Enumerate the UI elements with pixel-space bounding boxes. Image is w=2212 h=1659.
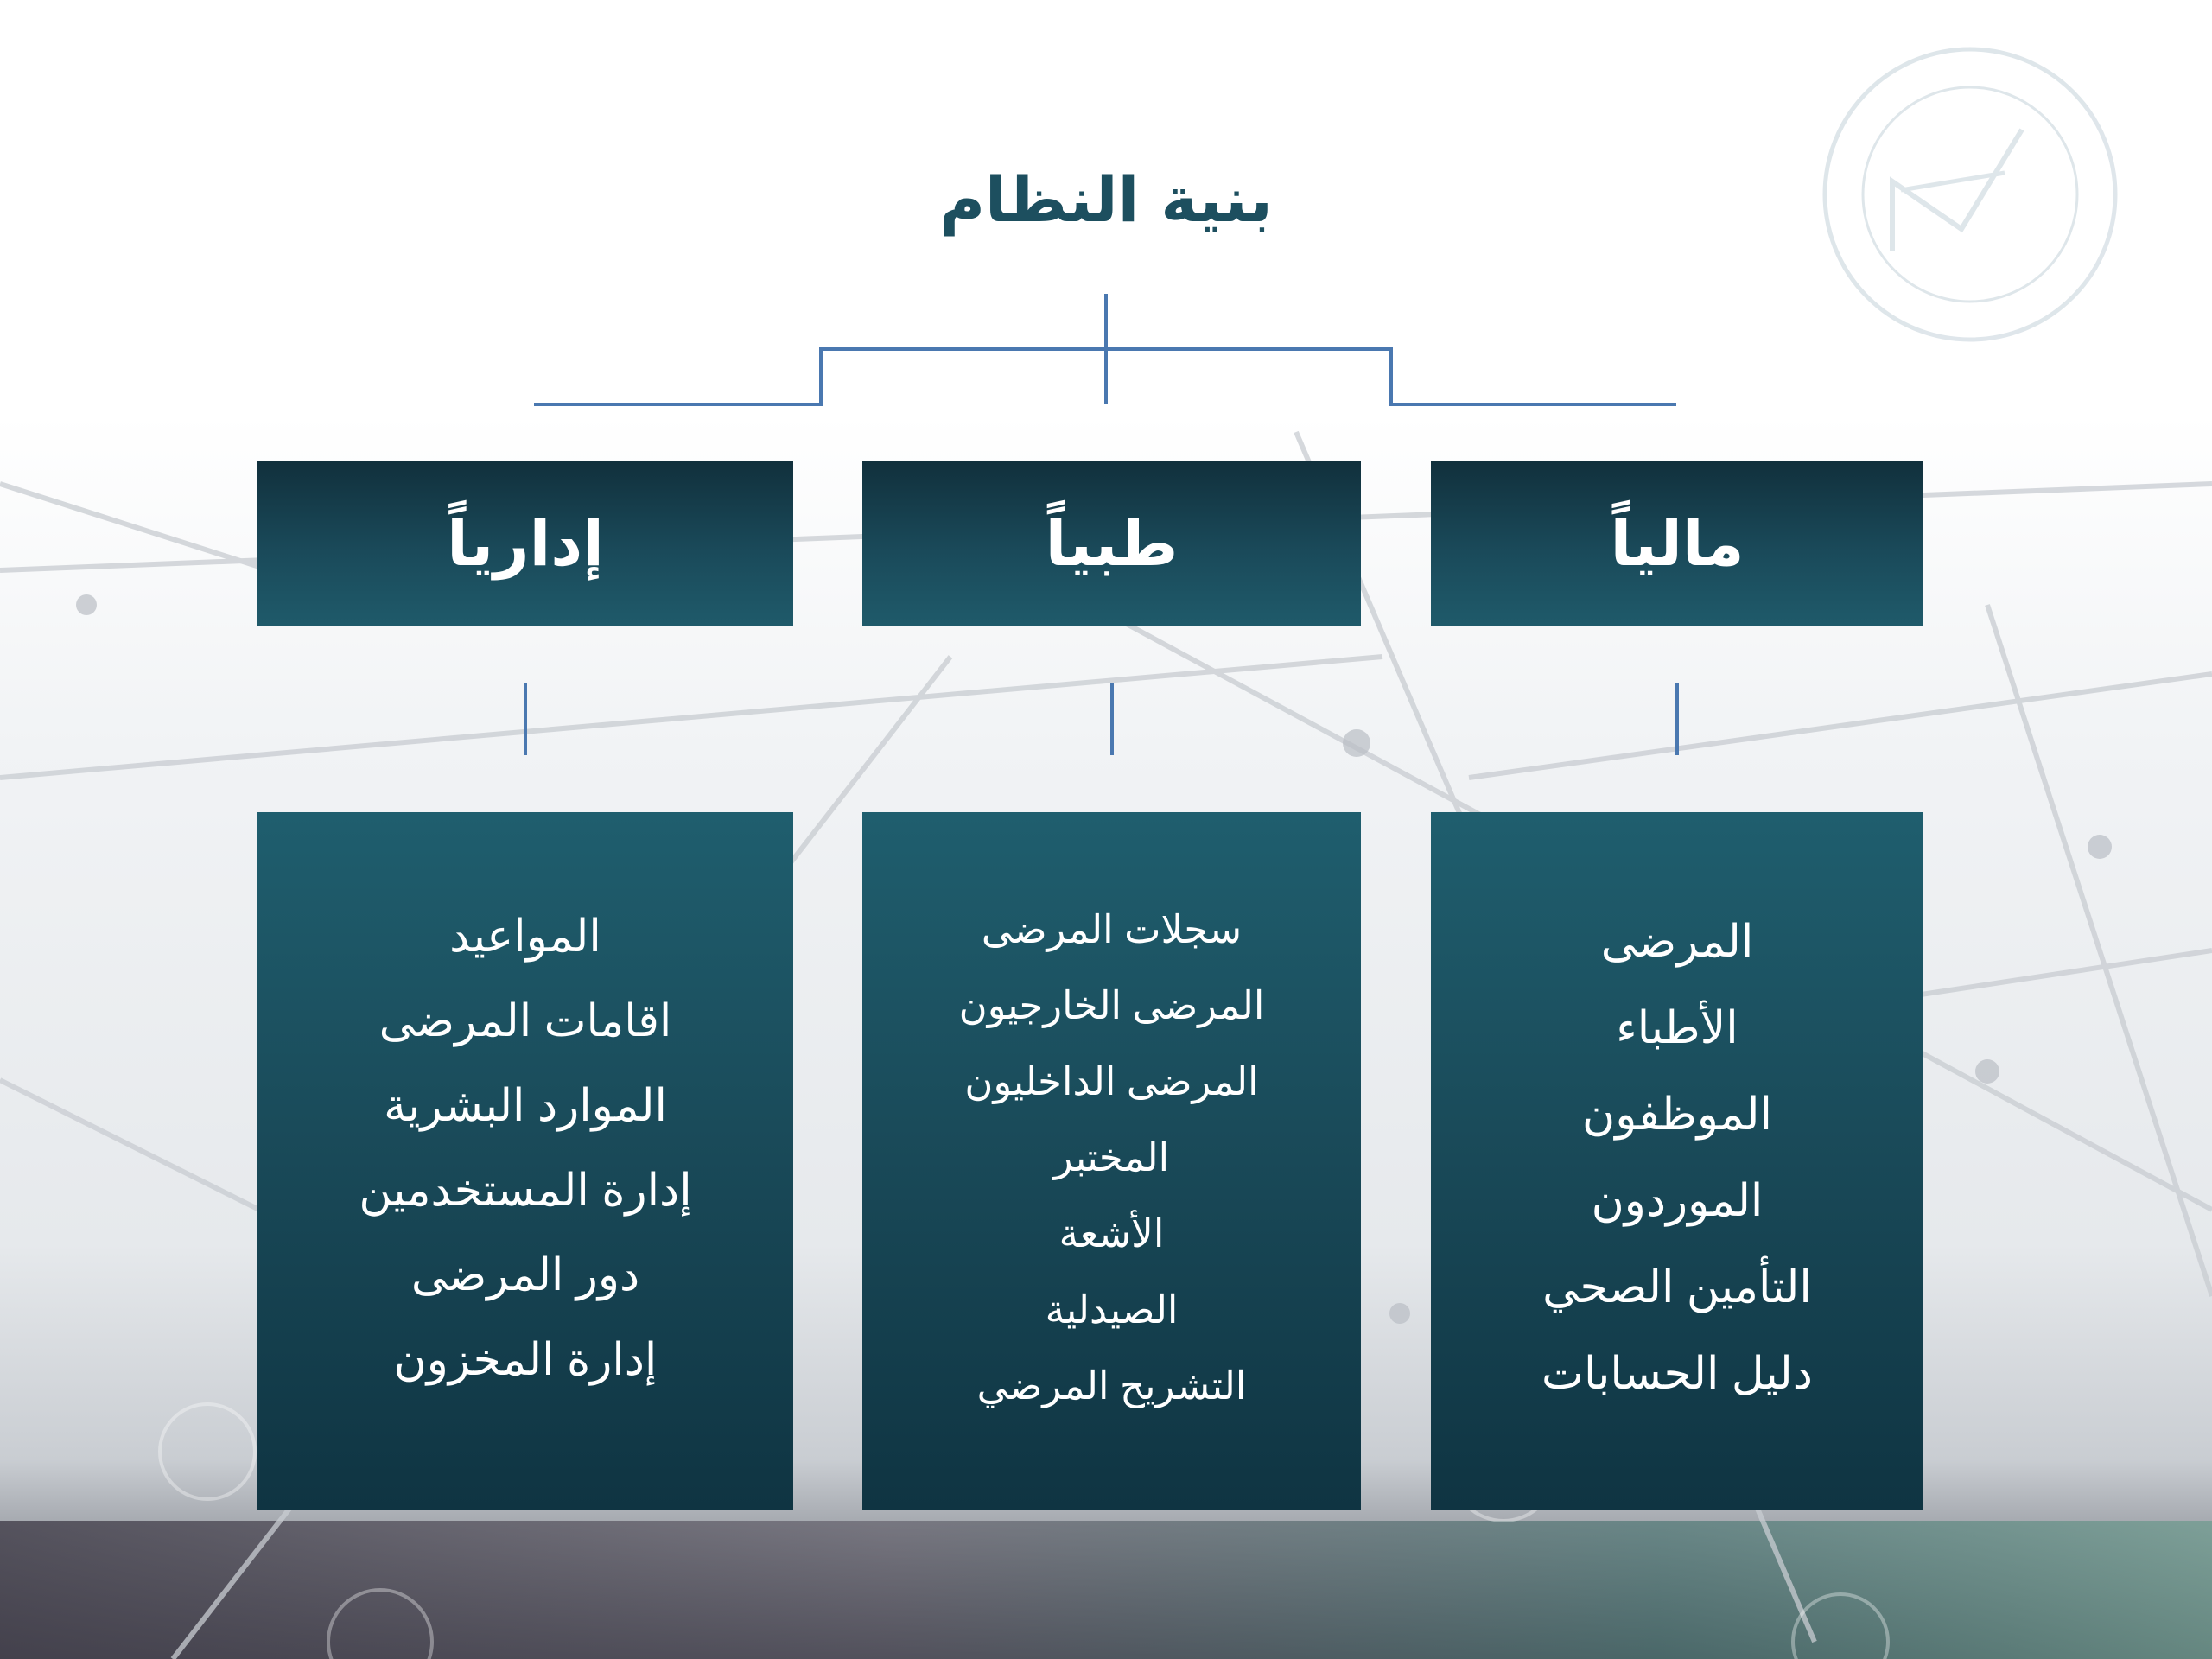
list-item: الأشعة (1058, 1211, 1165, 1255)
list-item: الموظفون (1582, 1090, 1772, 1140)
list-item: اقامات المرضى (378, 996, 672, 1046)
list-item: الموارد البشرية (384, 1081, 667, 1131)
diagram-title: بنية النظام (939, 163, 1273, 236)
list-item: المختبر (1053, 1135, 1170, 1179)
list-item: المواعيد (449, 912, 601, 962)
list-item: إدارة المخزون (393, 1335, 658, 1385)
list-item: الموردون (1591, 1176, 1764, 1226)
list-item: دليل الحسابات (1541, 1349, 1813, 1399)
list-item: المرضى الداخليون (964, 1059, 1259, 1103)
list-item: الأطباء (1616, 1003, 1738, 1053)
list-item: التأمين الصحي (1542, 1262, 1812, 1313)
financial-items-list (1541, 812, 1813, 1417)
list-item: دور المرضى (410, 1250, 640, 1300)
medical-items-list (959, 812, 1265, 1424)
heading-medical: طبياً (1045, 506, 1179, 580)
heading-financial: مالياً (1610, 506, 1745, 580)
list-item: إدارة المستخدمين (359, 1166, 692, 1216)
list-item: المرضى الخارجيون (958, 983, 1265, 1027)
administrative-items-list (359, 812, 691, 1402)
heading-box-financial (1431, 461, 1923, 626)
list-item: التشريح المرضي (976, 1363, 1247, 1408)
list-box-financial (1431, 812, 1923, 1510)
heading-administrative: إدارياً (447, 506, 604, 580)
list-item: سجلات المرضى (981, 907, 1243, 951)
list-item: المرضى (1600, 917, 1754, 967)
heading-box-medical (862, 461, 1361, 626)
heading-box-administrative (257, 461, 793, 626)
list-item: الصيدلية (1045, 1287, 1179, 1332)
list-box-administrative (257, 812, 793, 1510)
list-box-medical (862, 812, 1361, 1510)
